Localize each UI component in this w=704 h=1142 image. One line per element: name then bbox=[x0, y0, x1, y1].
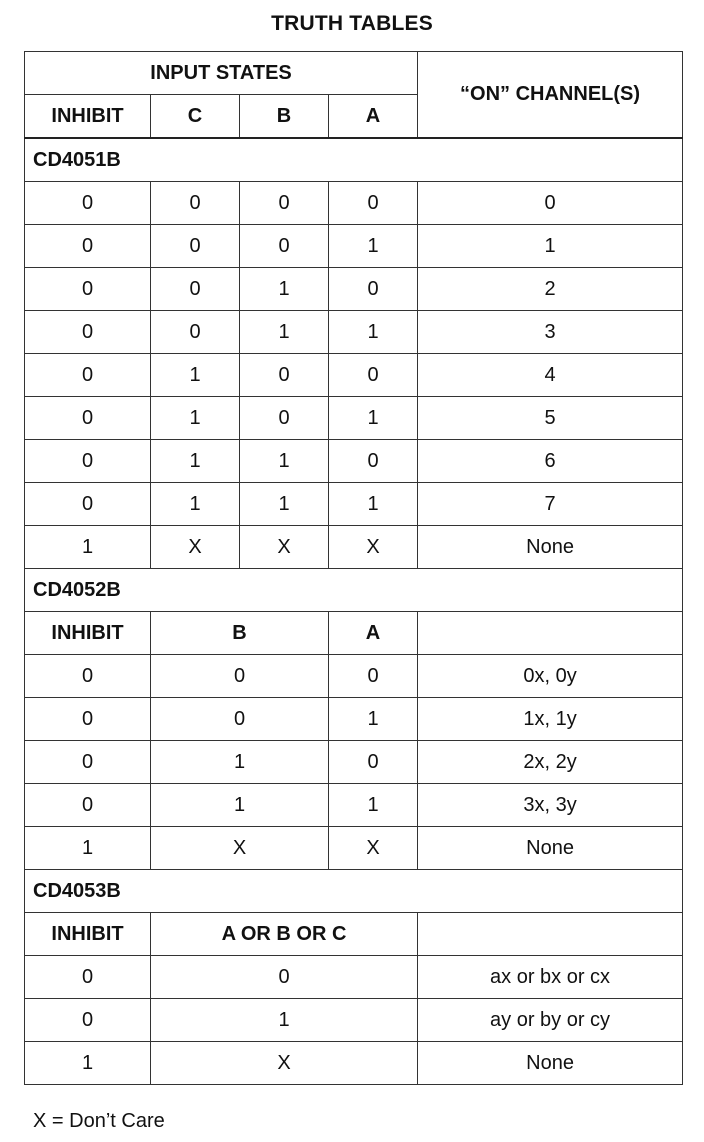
on-channel-cell: 4 bbox=[418, 354, 683, 397]
a-header: A bbox=[329, 612, 418, 655]
inhibit-header: INHIBIT bbox=[25, 612, 151, 655]
c-cell: X bbox=[151, 526, 240, 569]
b-cell: 1 bbox=[240, 440, 329, 483]
inhibit-cell: 0 bbox=[25, 311, 151, 354]
c-cell: 0 bbox=[151, 311, 240, 354]
b-header: B bbox=[240, 95, 329, 139]
b-cell: 1 bbox=[151, 784, 329, 827]
c-cell: 0 bbox=[151, 268, 240, 311]
inhibit-header: INHIBIT bbox=[25, 913, 151, 956]
b-cell: 1 bbox=[240, 268, 329, 311]
on-channel-cell: 0x, 0y bbox=[418, 655, 683, 698]
inhibit-cell: 0 bbox=[25, 440, 151, 483]
c-cell: 1 bbox=[151, 440, 240, 483]
table-row bbox=[25, 698, 683, 741]
empty-header-cell bbox=[418, 612, 683, 655]
table-row bbox=[25, 956, 683, 999]
table-row bbox=[25, 311, 683, 354]
section-row-cd4051b bbox=[25, 138, 683, 182]
table-row bbox=[25, 999, 683, 1042]
b-cell: 0 bbox=[240, 182, 329, 225]
a-cell: 1 bbox=[329, 311, 418, 354]
b-cell: 1 bbox=[151, 741, 329, 784]
section-row-cd4052b bbox=[25, 569, 683, 612]
b-cell: 0 bbox=[240, 225, 329, 268]
table-row bbox=[25, 397, 683, 440]
c-cell: 1 bbox=[151, 354, 240, 397]
on-channel-cell: 2 bbox=[418, 268, 683, 311]
header-row-input-states bbox=[25, 52, 683, 95]
b-cell: 1 bbox=[240, 483, 329, 526]
section-title-cd4053b: CD4053B bbox=[25, 870, 683, 913]
abc-cell: 0 bbox=[151, 956, 418, 999]
inhibit-cell: 0 bbox=[25, 999, 151, 1042]
inhibit-cell: 0 bbox=[25, 483, 151, 526]
b-header: B bbox=[151, 612, 329, 655]
a-cell: 0 bbox=[329, 741, 418, 784]
b-cell: 0 bbox=[240, 354, 329, 397]
on-channel-cell: None bbox=[418, 1042, 683, 1085]
a-cell: 0 bbox=[329, 440, 418, 483]
inhibit-cell: 0 bbox=[25, 397, 151, 440]
section-title-cd4051b: CD4051B bbox=[25, 138, 683, 182]
b-cell: 0 bbox=[151, 698, 329, 741]
c-cell: 1 bbox=[151, 397, 240, 440]
c-cell: 1 bbox=[151, 483, 240, 526]
page-title: TRUTH TABLES bbox=[271, 12, 433, 35]
table-row bbox=[25, 526, 683, 569]
a-cell: X bbox=[329, 827, 418, 870]
a-cell: 1 bbox=[329, 784, 418, 827]
c-cell: 0 bbox=[151, 225, 240, 268]
subheader-row-cd4053b bbox=[25, 913, 683, 956]
on-channels-header: “ON” CHANNEL(S) bbox=[418, 52, 683, 139]
on-channel-cell: 1 bbox=[418, 225, 683, 268]
c-header: C bbox=[151, 95, 240, 139]
b-cell: X bbox=[240, 526, 329, 569]
on-channel-cell: 3 bbox=[418, 311, 683, 354]
inhibit-cell: 0 bbox=[25, 225, 151, 268]
b-cell: 0 bbox=[151, 655, 329, 698]
empty-header-cell bbox=[418, 913, 683, 956]
a-cell: 0 bbox=[329, 655, 418, 698]
table-row bbox=[25, 784, 683, 827]
input-states-header: INPUT STATES bbox=[25, 52, 418, 95]
inhibit-cell: 0 bbox=[25, 741, 151, 784]
subheader-row-cd4052b bbox=[25, 612, 683, 655]
b-cell: X bbox=[151, 827, 329, 870]
table-row bbox=[25, 655, 683, 698]
c-cell: 0 bbox=[151, 182, 240, 225]
truth-table bbox=[24, 51, 683, 1085]
on-channel-cell: 5 bbox=[418, 397, 683, 440]
b-cell: 0 bbox=[240, 397, 329, 440]
table-row bbox=[25, 827, 683, 870]
a-cell: 0 bbox=[329, 182, 418, 225]
a-cell: 0 bbox=[329, 268, 418, 311]
table-row bbox=[25, 1042, 683, 1085]
section-row-cd4053b bbox=[25, 870, 683, 913]
on-channel-cell: 1x, 1y bbox=[418, 698, 683, 741]
a-header: A bbox=[329, 95, 418, 139]
a-cell: 1 bbox=[329, 698, 418, 741]
table-row bbox=[25, 483, 683, 526]
inhibit-cell: 1 bbox=[25, 827, 151, 870]
on-channel-cell: 3x, 3y bbox=[418, 784, 683, 827]
on-channel-cell: 6 bbox=[418, 440, 683, 483]
a-cell: 1 bbox=[329, 225, 418, 268]
inhibit-cell: 1 bbox=[25, 1042, 151, 1085]
footnote: X = Don’t Care bbox=[33, 1110, 165, 1132]
abc-header: A OR B OR C bbox=[151, 913, 418, 956]
on-channel-cell: ay or by or cy bbox=[418, 999, 683, 1042]
inhibit-cell: 0 bbox=[25, 655, 151, 698]
inhibit-header: INHIBIT bbox=[25, 95, 151, 139]
abc-cell: 1 bbox=[151, 999, 418, 1042]
abc-cell: X bbox=[151, 1042, 418, 1085]
a-cell: 1 bbox=[329, 483, 418, 526]
a-cell: X bbox=[329, 526, 418, 569]
table-row bbox=[25, 182, 683, 225]
table-row bbox=[25, 440, 683, 483]
a-cell: 1 bbox=[329, 397, 418, 440]
on-channel-cell: 7 bbox=[418, 483, 683, 526]
on-channel-cell: None bbox=[418, 526, 683, 569]
a-cell: 0 bbox=[329, 354, 418, 397]
on-channel-cell: 2x, 2y bbox=[418, 741, 683, 784]
section-title-cd4052b: CD4052B bbox=[25, 569, 683, 612]
inhibit-cell: 0 bbox=[25, 354, 151, 397]
on-channel-cell: 0 bbox=[418, 182, 683, 225]
table-row bbox=[25, 741, 683, 784]
on-channel-cell: ax or bx or cx bbox=[418, 956, 683, 999]
b-cell: 1 bbox=[240, 311, 329, 354]
table-row bbox=[25, 354, 683, 397]
table-row bbox=[25, 268, 683, 311]
inhibit-cell: 1 bbox=[25, 526, 151, 569]
inhibit-cell: 0 bbox=[25, 182, 151, 225]
inhibit-cell: 0 bbox=[25, 784, 151, 827]
on-channel-cell: None bbox=[418, 827, 683, 870]
inhibit-cell: 0 bbox=[25, 698, 151, 741]
inhibit-cell: 0 bbox=[25, 956, 151, 999]
inhibit-cell: 0 bbox=[25, 268, 151, 311]
table-row bbox=[25, 225, 683, 268]
